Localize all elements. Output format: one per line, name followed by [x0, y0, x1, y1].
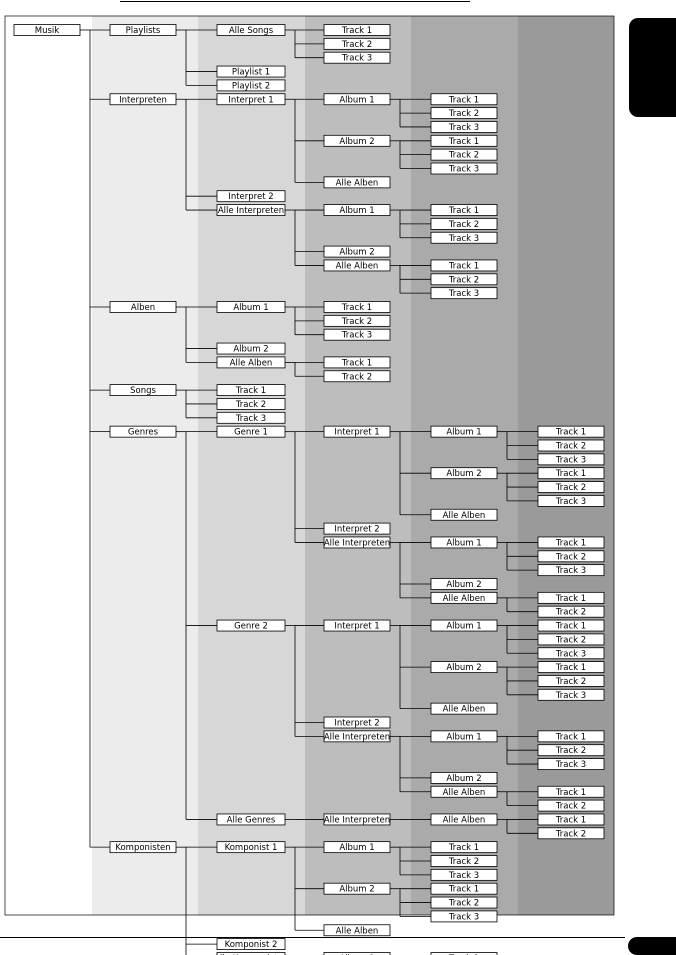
node-label: Track 1 [555, 732, 587, 743]
tree-node [431, 218, 497, 230]
tree-node [324, 537, 390, 549]
tree-node [324, 357, 390, 369]
node-label: Track 2 [555, 746, 587, 757]
node-label: Track 1 [448, 261, 480, 272]
tree-node [431, 897, 497, 909]
node-label: Alle Alben [442, 510, 486, 521]
node-label: Musik [34, 26, 60, 36]
node-label: Playlist 1 [231, 67, 271, 78]
node-label: Track 3 [555, 760, 587, 771]
node-label: Track 1 [235, 386, 267, 397]
tree-node [110, 94, 176, 106]
bottom-rule [0, 937, 625, 938]
tree-node [217, 412, 285, 424]
tree-node [538, 468, 604, 480]
tree-node [431, 274, 497, 286]
node-label: Track 2 [555, 829, 587, 840]
tree-node [431, 620, 497, 632]
node-label: Alben [130, 303, 156, 313]
node-label: Track 1 [448, 95, 480, 106]
node-label: Alle Alben [335, 926, 379, 937]
tree-node [431, 703, 497, 715]
tree-node [324, 205, 390, 217]
node-label: Track 2 [341, 372, 373, 383]
tree-node [538, 745, 604, 757]
node-label: Track 1 [555, 663, 587, 674]
node-label: Album 1 [233, 303, 269, 313]
node-label: Track 2 [555, 552, 587, 563]
node-label: Interpret 1 [334, 427, 380, 438]
tree-node [538, 440, 604, 452]
tree-node [217, 814, 285, 826]
tree-node [538, 662, 604, 674]
node-label: Track 3 [448, 233, 480, 244]
node-label: Track 2 [235, 399, 267, 410]
node-label: Interpret 2 [228, 192, 274, 203]
tree-node [324, 814, 390, 826]
node-label: Alle Alben [442, 787, 486, 798]
tree-node [431, 509, 497, 521]
node-label: Track 3 [341, 53, 373, 64]
tree-node [538, 606, 604, 618]
node-label: Komponisten [115, 843, 171, 854]
tree-node [431, 856, 497, 868]
node-label: Track 1 [448, 136, 480, 147]
tree-node [431, 149, 497, 161]
tree-node [324, 135, 390, 147]
tree-node [217, 94, 285, 106]
node-label: Track 2 [448, 898, 480, 909]
tree-node [217, 25, 285, 37]
node-label: Alle Alben [335, 178, 379, 189]
tree-node [110, 842, 176, 854]
node-label: Album 1 [339, 206, 375, 217]
node-label: Interpret 1 [228, 95, 274, 106]
tree-node [324, 52, 390, 64]
tree-node [538, 786, 604, 798]
node-label: Alle Alben [442, 593, 486, 604]
tree-node [431, 135, 497, 147]
node-label: Track 3 [448, 870, 480, 881]
node-label: Track 2 [555, 635, 587, 646]
tree-node [217, 426, 285, 438]
node-label: Genre 2 [234, 621, 268, 632]
page-number-tab [628, 937, 676, 955]
tree-node [538, 537, 604, 549]
node-label: Alle Songs [228, 26, 274, 36]
tree-node [431, 814, 497, 826]
tree-node [431, 94, 497, 106]
node-label: Track 1 [341, 358, 373, 369]
node-label: Album 1 [339, 843, 375, 854]
tree-node [538, 731, 604, 743]
node-label: Track 3 [235, 413, 267, 424]
node-label: Album 2 [446, 580, 482, 590]
node-label: Alle Alben [335, 261, 379, 272]
tree-node [538, 482, 604, 494]
tree-node [431, 260, 497, 272]
tree-node [324, 717, 390, 729]
tree-node [431, 163, 497, 175]
tree-node [538, 592, 604, 604]
node-label: Album 2 [446, 773, 482, 784]
tree-node [538, 426, 604, 438]
tree-node [431, 579, 497, 591]
tree-node [538, 759, 604, 771]
tree-node [110, 25, 176, 37]
node-label: Komponist 1 [224, 843, 278, 854]
node-label: Album 1 [446, 538, 482, 549]
node-label: Genres [127, 427, 159, 438]
tree-node [538, 634, 604, 646]
node-label: Interpret 2 [334, 718, 380, 729]
tree-node [431, 592, 497, 604]
tree-node [217, 302, 285, 314]
node-label: Track 1 [555, 593, 587, 604]
node-label: Track 1 [448, 884, 480, 895]
tree-node [431, 842, 497, 854]
node-label: Alle Interpreten [323, 732, 391, 743]
tree-node [431, 731, 497, 743]
tree-node [431, 121, 497, 133]
node-label: Track 2 [555, 607, 587, 618]
tree-node [217, 842, 285, 854]
node-label: Track 3 [448, 122, 480, 133]
tree-node [14, 25, 80, 37]
column-band-4 [305, 16, 411, 915]
tree-node [324, 260, 390, 272]
tree-node [217, 66, 285, 78]
node-label: Alle Alben [442, 704, 486, 715]
node-label: Track 2 [555, 676, 587, 687]
node-label: Track 3 [555, 496, 587, 507]
node-label: Track 2 [448, 150, 480, 161]
node-label: Track 3 [341, 330, 373, 341]
node-label: Track 3 [448, 164, 480, 175]
tree-node [217, 80, 285, 92]
tree-node [217, 398, 285, 410]
node-label: Track 1 [555, 621, 587, 632]
tree-node [217, 343, 285, 355]
node-label: Track 1 [555, 815, 587, 826]
column-band-6 [518, 16, 614, 915]
node-label: Track 3 [555, 649, 587, 660]
node-label: Track 3 [448, 912, 480, 923]
tree-node [431, 772, 497, 784]
language-tab [629, 18, 676, 117]
tree-node [538, 620, 604, 632]
node-label: Alle Interpreten [323, 538, 391, 549]
tree-node [431, 468, 497, 480]
tree-node [538, 495, 604, 507]
tree-node [324, 731, 390, 743]
tree-node [324, 25, 390, 37]
node-label: Track 1 [555, 787, 587, 798]
node-label: Track 2 [341, 39, 373, 50]
column-band-2 [92, 16, 198, 915]
node-label: Track 2 [555, 441, 587, 452]
tree-node [538, 454, 604, 466]
tree-node [431, 911, 497, 923]
tree-node [431, 232, 497, 244]
node-label: Track 2 [555, 483, 587, 494]
node-label: Track 2 [448, 109, 480, 120]
tree-node [431, 883, 497, 895]
tree-node [324, 842, 390, 854]
node-label: Interpreten [119, 95, 167, 106]
tree-node [324, 620, 390, 632]
node-label: Album 2 [446, 663, 482, 674]
node-label: Track 2 [448, 219, 480, 230]
node-label: Album 2 [339, 247, 375, 258]
tree-node [217, 939, 285, 951]
node-label: Track 2 [341, 316, 373, 327]
tree-node [538, 551, 604, 563]
tree-node [324, 315, 390, 327]
node-label: Track 3 [555, 455, 587, 466]
tree-node [538, 828, 604, 840]
tree-node [324, 302, 390, 314]
node-label: Track 1 [341, 303, 373, 313]
node-label: Album 1 [446, 427, 482, 438]
node-label: Track 1 [341, 26, 373, 36]
tree-node [324, 523, 390, 535]
node-label: Track 1 [555, 469, 587, 480]
tree-node [538, 565, 604, 577]
tree-node [217, 620, 285, 632]
node-label: Track 2 [448, 275, 480, 286]
node-label: Track 1 [555, 427, 587, 438]
node-label: Album 2 [339, 136, 375, 147]
tree-node [110, 302, 176, 314]
tree-node [110, 426, 176, 438]
node-label: Playlist 2 [231, 81, 271, 92]
column-band-1 [5, 16, 92, 915]
node-label: Album 1 [446, 621, 482, 632]
tree-node [431, 869, 497, 881]
tree-node [324, 371, 390, 383]
column-band-3 [198, 16, 305, 915]
node-label: Album 1 [339, 95, 375, 106]
node-label: Album 2 [446, 469, 482, 480]
tree-node [431, 288, 497, 300]
node-label: Album 2 [339, 884, 375, 895]
tree-node [431, 662, 497, 674]
node-label: Interpret 2 [334, 524, 380, 535]
tree-node [324, 329, 390, 341]
node-label: Alle Interpreten [217, 206, 285, 217]
node-label: Songs [130, 386, 156, 397]
tree-node [324, 426, 390, 438]
node-label: Track 1 [555, 538, 587, 549]
node-label: Alle Interpreten [323, 815, 391, 826]
tree-node [431, 108, 497, 120]
node-label: Alle Genres [226, 815, 276, 826]
node-label: Track 3 [555, 690, 587, 701]
node-label: Track 3 [555, 566, 587, 577]
tree-node [431, 205, 497, 217]
tree-node [324, 177, 390, 189]
tree-node [324, 38, 390, 50]
tree-node [324, 246, 390, 258]
tree-node [431, 537, 497, 549]
tree-node [217, 357, 285, 369]
node-label: Playlists [125, 26, 161, 36]
node-label: Album 1 [446, 732, 482, 743]
tree-node [324, 883, 390, 895]
tree-node [217, 191, 285, 203]
node-label: Alle Alben [442, 815, 486, 826]
node-label: Komponist 2 [224, 940, 278, 951]
node-label: Album 2 [233, 344, 269, 355]
tree-node [538, 689, 604, 701]
node-label: Track 2 [448, 857, 480, 867]
tree-node [217, 385, 285, 397]
tree-node [110, 385, 176, 397]
tree-node [538, 800, 604, 812]
tree-node [538, 648, 604, 660]
node-label: Alle Alben [229, 358, 273, 369]
node-label: Track 1 [448, 206, 480, 217]
tree-node [217, 205, 285, 217]
tree-node [324, 925, 390, 937]
node-label: Track 1 [448, 843, 480, 854]
node-label: Track 2 [555, 801, 587, 812]
tree-node [324, 94, 390, 106]
node-label: Genre 1 [234, 427, 268, 438]
tree-node [431, 426, 497, 438]
tree-node [538, 675, 604, 687]
node-label: Interpret 1 [334, 621, 380, 632]
tree-node [538, 814, 604, 826]
tree-node [431, 786, 497, 798]
node-label: Track 3 [448, 289, 480, 300]
